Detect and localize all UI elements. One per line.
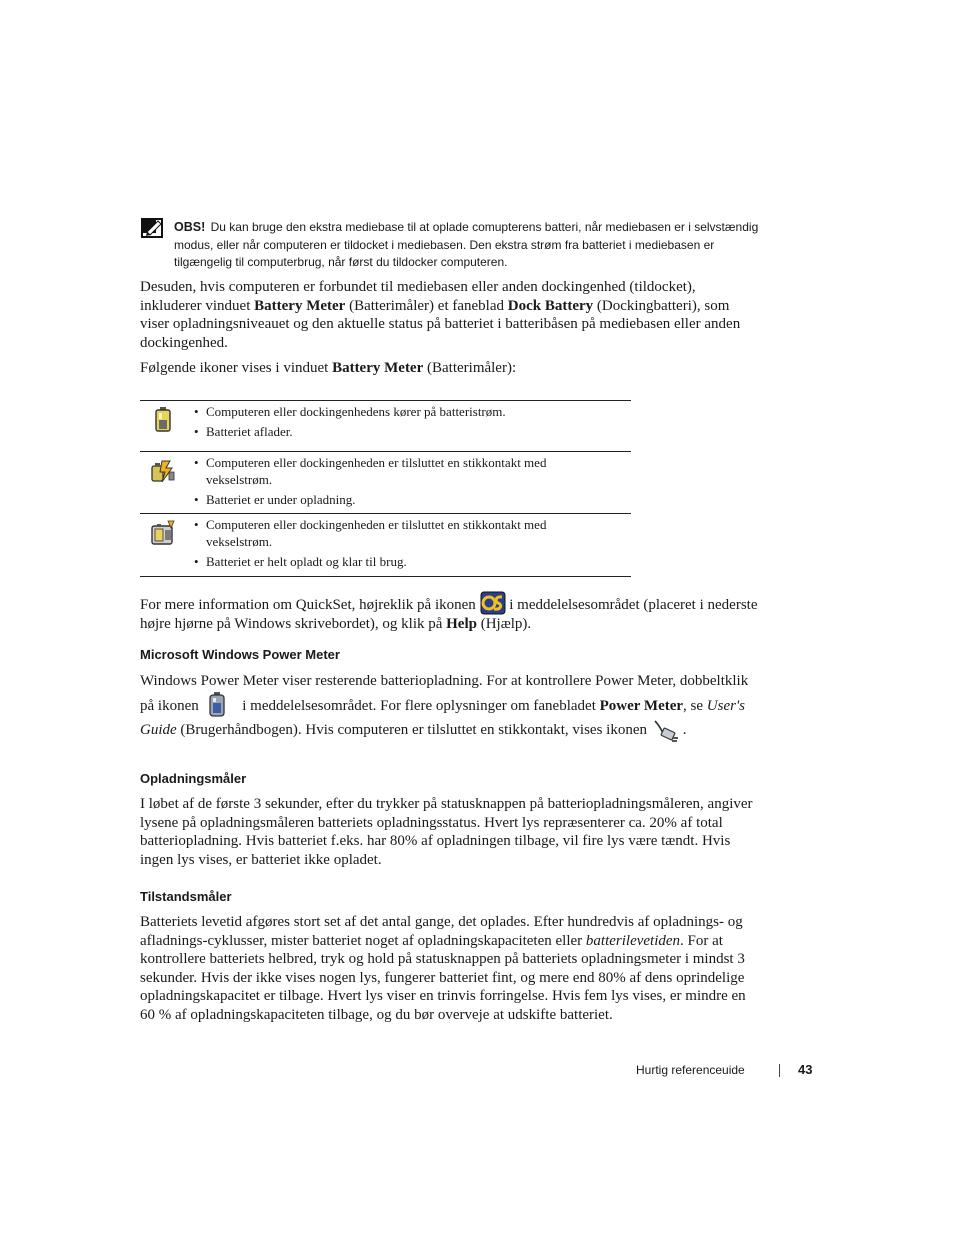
- list-item: • Batteriet er helt opladt og klar til brug.: [194, 553, 614, 570]
- ac-plug-icon: [653, 717, 681, 743]
- paragraph-charge-gauge: I løbet af de første 3 sekunder, efter du trykker på statusknappen på batteriopladningsmåleren, angiver lysene på opladningsmåleren batteriets opladningsstatus. Hvert lys repræsenterer ca. 20% af total batteriopladning. Hvis batteriet f.eks. har 80% af opladningen tilbage, vil fire lys være tændt. Hvis ingen lys vises, er batteriet ikke opladet.: [140, 796, 753, 868]
- battery-charged-icon: [150, 520, 176, 546]
- page-number: 43: [798, 1062, 813, 1077]
- list-item: • Computeren eller dockingenhedens kører på batteristrøm.: [194, 403, 614, 420]
- paragraph-dock-battery: Desuden, hvis computeren er forbundet til mediebasen eller anden dockingenhed (tildocket), inkluderer vinduet Battery Meter (Batterimåler) et faneblad Dock Battery (Dockingbatteri), som viser opladningsniveauet og den aktuelle status på batteriet i batteribåsen på mediebasen eller anden dockingenhed.: [140, 279, 741, 351]
- table-rule-bottom: [140, 576, 631, 577]
- battery-meter-term: Battery Meter: [254, 297, 346, 314]
- paragraph-icons-intro: Følgende ikoner vises i vinduet Battery Meter (Batterimåler):: [140, 360, 517, 376]
- battery-lifetime-term: batterilevetiden: [585, 932, 681, 949]
- battery-charging-icon: [150, 458, 176, 484]
- table-row: [194, 454, 614, 511]
- list-item: • Batteriet aflader.: [194, 423, 614, 440]
- note-block: [174, 219, 774, 272]
- quickset-icon: [480, 591, 506, 615]
- table-rule: [140, 451, 631, 452]
- table-row: [194, 403, 614, 443]
- note-label: OBS!: [174, 220, 206, 234]
- list-item: • Batteriet er under opladning.: [194, 491, 614, 508]
- power-meter-term: Power Meter: [599, 698, 684, 714]
- power-meter-battery-icon: [206, 691, 228, 717]
- dock-battery-term: Dock Battery: [507, 297, 594, 314]
- battery-icon: [150, 406, 176, 432]
- paragraph-health-gauge: Batteriets levetid afgøres stort set af det antal gange, det oplades. Efter hundredvis af opladnings- og afladnings-cyklusser, mister batteriet noget af opladningskapaciteten eller batterilevetiden. For at kontrollere batteriets helbred, tryk og hold på statusknappen på batteriets opladningsmeter i mindst 3 sekunder. Hvis der ikke vises nogen lys, fungerer batteriet fint, og mere end 80% af dens oprindelige opladningskapacitet er tilbage. Hvert lys viser en trinvis forringelse. Hvis fem lys vises, er mindre en 60 % af opladningskapaciteten tilbage, og du bør overveje at udskifte batteriet.: [140, 914, 746, 1023]
- list-item: • Computeren eller dockingenheden er tilsluttet en stikkontakt med vekselstrøm.: [194, 516, 614, 550]
- help-term: Help: [446, 616, 477, 632]
- table-rule-top: [140, 400, 631, 401]
- section-heading-charge-gauge: Opladningsmåler: [140, 771, 247, 786]
- table-rule: [140, 513, 631, 514]
- section-heading-power-meter: Microsoft Windows Power Meter: [140, 647, 340, 662]
- note-pencil-icon: [141, 218, 163, 238]
- footer-divider: [779, 1064, 780, 1077]
- paragraph-power-meter: Windows Power Meter viser resterende batteriopladning. For at kontrollere Power Meter, dobbeltklik på ikonen i meddelelsesområdet. For flere oplysninger om fanebladet Power Meter, se User's Guide (Brugerhåndbogen). Hvis computeren er tilsluttet en stikkontakt, vises ikonen .: [140, 671, 760, 743]
- section-heading-health-gauge: Tilstandsmåler: [140, 889, 232, 904]
- battery-meter-term: Battery Meter: [332, 360, 424, 376]
- table-row: [194, 516, 614, 573]
- footer-section-title: Hurtig referenceuide: [636, 1063, 745, 1077]
- users-guide-title: User's Guide: [140, 698, 746, 738]
- list-item: • Computeren eller dockingenheden er tilsluttet en stikkontakt med vekselstrøm.: [194, 454, 614, 488]
- paragraph-quickset: For mere information om QuickSet, højreklik på ikonen i meddelelsesområdet (placeret i nederste højre hjørne på Windows skrivebordet), og klik på Help (Hjælp).: [140, 591, 760, 634]
- note-text: Du kan bruge den ekstra mediebase til at oplade comupterens batteri, når mediebasen er i selvstændig modus, eller når computeren er tildocket i mediebasen. Den ekstra strøm fra batteriet i mediebasen er tilgængelig til computerbrug, når først du tildocker computeren.: [174, 220, 759, 269]
